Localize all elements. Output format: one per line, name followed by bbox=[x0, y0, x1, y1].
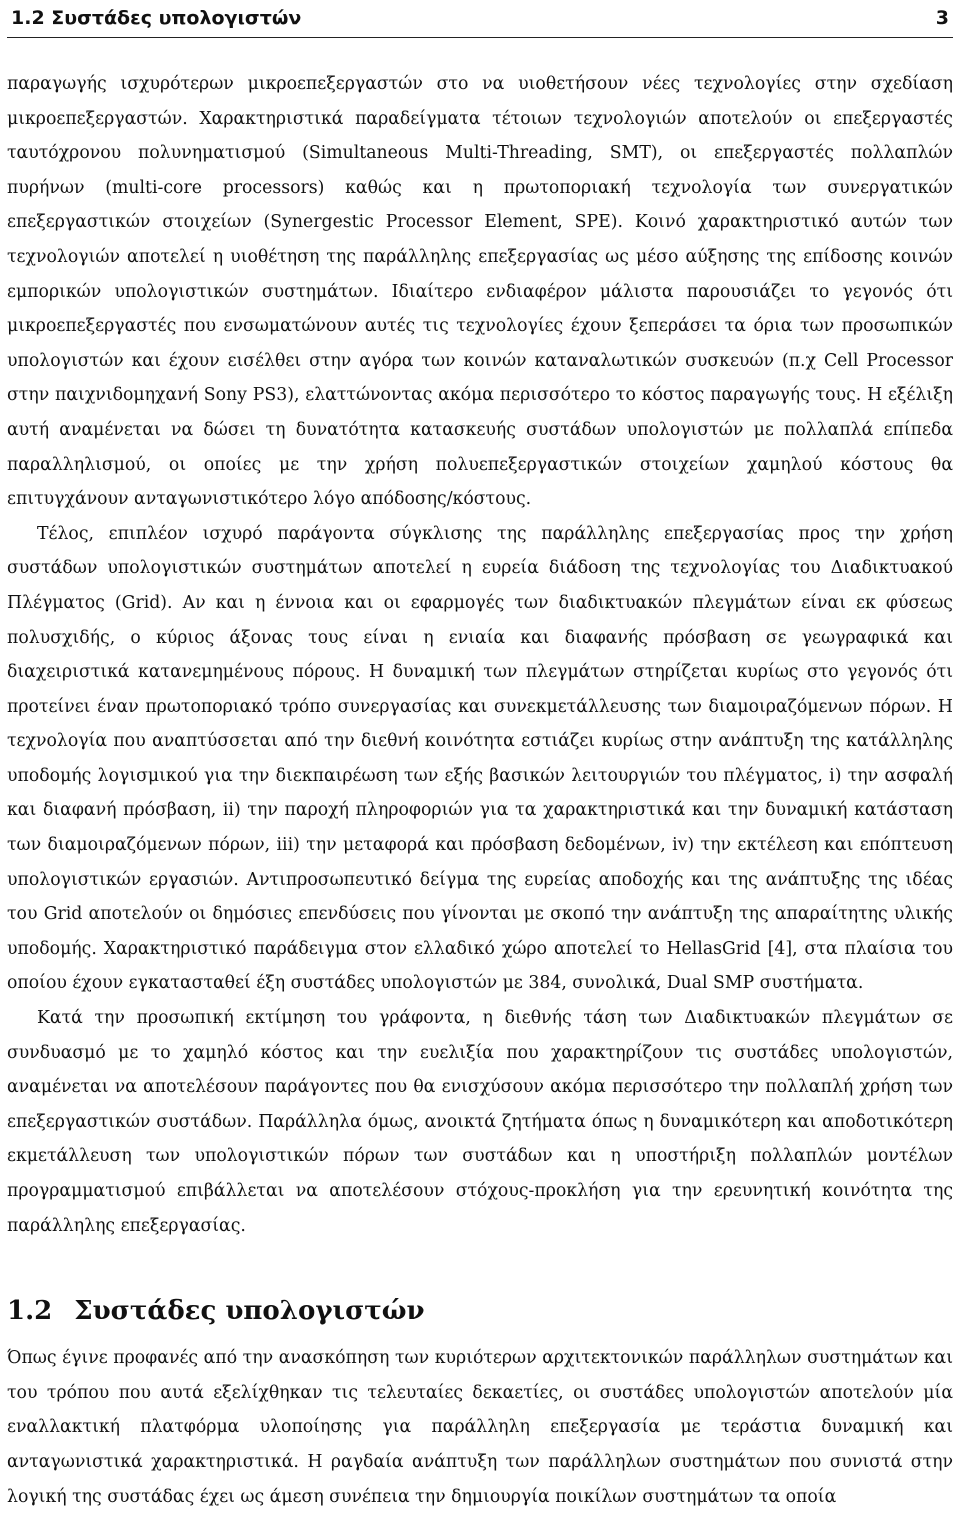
paragraph-grid: Τέλος, επιπλέον ισχυρό παράγοντα σύγκλισης της παράλληλης επεξεργασίας προς την χρήση συστάδων υπολογιστικών συστημάτων αποτελεί η ευρεία διάδοση της τεχνολογίας του Διαδικτυακού Πλέγματος (Grid). Αν και η έννοια και οι εφαρμογές των διαδικτυακών πλεγμάτων είναι εκ φύσεως πολυσχιδής, ο κύριος άξονας τους είναι η ενιαία και διαφανής πρόσβαση σε γεωγραφικά και διαχειριστικά κατανεμημένους πόρους. Η δυναμική των πλεγμάτων στηρίζεται κυρίως στο γεγονός ότι προτείνει έναν πρωτοποριακό τρόπο συνεργασίας και συνεκμετάλλευσης των διαμοιραζόμενων πόρων. Η τεχνολογία που αναπτύσσεται από την διεθνή κοινότητα εστιάζει κυρίως στην ανάπτυξη της κατάλληλης υποδομής λογισμικού για την διεκπαιρέωση των εξής βασικών λειτουργιών του πλέγματος, i) την ασφαλή και διαφανή πρόσβαση, ii) την παροχή πληροφοριών για τα χαρακτηριστικά και την δυναμική κατάσταση των διαμοιραζόμενων πόρων, iii) την μεταφορά και πρόσβαση δεδομένων, iv) την εκτέλεση και επόπτευση υπολογιστικών εργασιών. Αντιπροσωπευτικό δείγμα της ευρείας αποδοχής και της ανάπτυξης της ιδέας του Grid αποτελούν οι δημόσιες επενδύσεις που γίνονται με σκοπό την ανάπτυξη της απαραίτητης υλικής υποδομής. Χαρακτηριστικό παράδειγμα στον ελλαδικό χώρο αποτελεί το HellasGrid [4], στα πλαίσια του οποίου έχουν εγκατασταθεί έξη συστάδες υπολογιστών με 384, συνολικά, Dual SMP συστήματα. bbox=[7, 523, 953, 994]
section-heading bbox=[7, 1293, 953, 1329]
section-paragraph: Όπως έγινε προφανές από την ανασκόπηση των κυριότερων αρχιτεκτονικών παράλληλων συστημάτων και του τρόπου που αυτά εξελίχθηκαν τις τελευταίες δεκαετίες, οι συστάδες υπολογιστών αποτελούν μία εναλλακτική πλατφόρμα υλοποίησης για παράλληλη επεξεργασία με τεράστια δυναμική και ανταγωνιστικά χαρακτηριστικά. Η ραγδαία ανάπτυξη των παράλληλων συστημάτων που συνιστά στην λογική της συστάδας έχει ως άμεση συνέπεια την δημιουργία ποικίλων συστημάτων τα οποία bbox=[7, 1348, 953, 1507]
page-number: 3 bbox=[935, 7, 949, 29]
running-header bbox=[7, 0, 953, 38]
section-title: Συστάδες υπολογιστών bbox=[74, 1296, 425, 1327]
section-number: 1.2 bbox=[7, 1296, 53, 1327]
paragraph-continuation: παραγωγής ισχυρότερων μικροεπεξεργαστών στο να υιοθετήσουν νέες τεχνολογίες στην σχεδίαση μικροεπεξεργαστών. Χαρακτηριστικά παραδείγματα τέτοιων τεχνολογιών αποτελούν οι επεξεργαστές ταυτόχρονου πολυνηματισμού (Simultaneous Multi-Threading, SMT), οι επεξεργαστές πολλαπλών πυρήνων (multi-core processors) καθώς και η πρωτοποριακή τεχνολογία των συνεργατικών επεξεργαστικών στοιχείων (Synergestic Processor Element, SPE). Κοινό χαρακτηριστικό αυτών των τεχνολογιών αποτελεί η υιοθέτηση της παράλληλης επεξεργασίας ως μέσο αύξησης της επίδοσης κοινών εμπορικών υπολογιστικών συστημάτων. Ιδιαίτερο ενδιαφέρον μάλιστα παρουσιάζει το γεγονός ότι μικροεπεξεργαστές που ενσωματώνουν αυτές τις τεχνολογίες έχουν ξεπεράσει τα όρια των προσωπικών υπολογιστών και έχουν εισέλθει στην αγόρα των κοινών καταναλωτικών συσκευών (π.χ Cell Processor στην παιχνιδομηχανή Sony PS3), ελαττώνοντας ακόμα περισσότερο το κόστος παραγωγής τους. Η εξέλιξη αυτή αναμένεται να δώσει τη δυνατότητα κατασκευής συστάδων υπολογιστών με πολλαπλά επίπεδα παραλληλισμού, οι οποίες με την χρήση πολυεπεξεργαστικών στοιχείων χαμηλού κόστους θα επιτυγχάνουν ανταγωνιστικότερο λόγο απόδοσης/κόστους. bbox=[7, 74, 953, 510]
paragraph-author-view: Κατά την προσωπική εκτίμηση του γράφοντα, η διεθνής τάση των Διαδικτυακών πλεγμάτων σε συνδυασμό με το χαμηλό κόστος και την ευελιξία που χαρακτηρίζουν τις συστάδες υπολογιστών, αναμένεται να αποτελέσουν παράγοντες που θα ενισχύσουν ακόμα περισσότερο την πολλαπλή χρήση των επεξεργαστικών συστάδων. Παράλληλα όμως, ανοικτά ζητήματα όπως η δυναμικότερη και αποδοτικότερη εκμετάλλευση των υπολογιστικών πόρων των συστάδων και η υποστήριξη πολλαπλών μοντέλων προγραμματισμού επιβάλλεται να αποτελέσουν στόχους-προκλήση για την ερευνητική κοινότητα της παράλληλης επεξεργασίας. bbox=[7, 1008, 953, 1236]
header-section-title: 1.2 Συστάδες υπολογιστών bbox=[11, 7, 302, 29]
body-text bbox=[7, 67, 953, 1514]
